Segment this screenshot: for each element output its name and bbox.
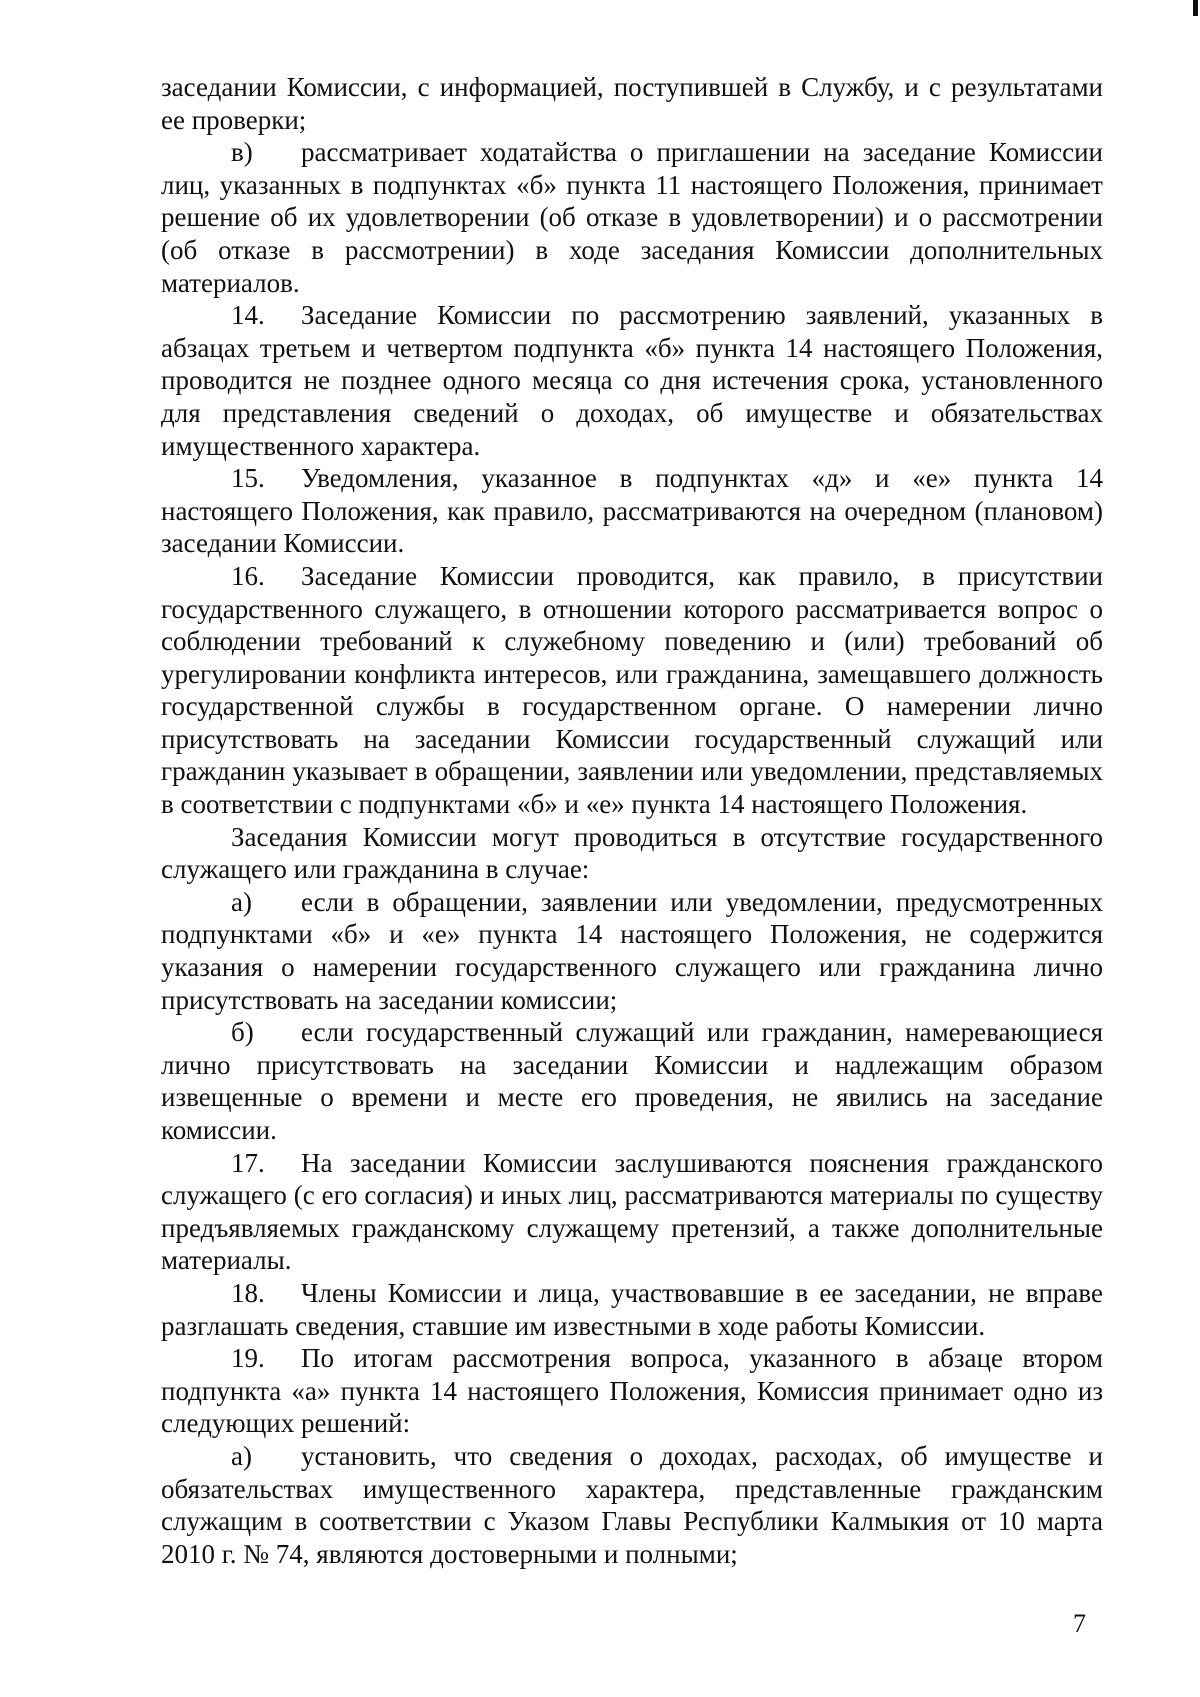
paragraph-item-17 <box>161 1147 1103 1277</box>
item-number: 18. <box>231 1277 265 1308</box>
paragraph-subitem-a-final <box>161 1440 1103 1570</box>
paragraph-continuation <box>161 71 1103 136</box>
paragraph-text: Заседание Комиссии проводится, как правило, в присутствии государственного служащего, в отношении которого рассматривается вопрос о соблюдении требований к служебному поведению и (или) требований об урегулировании конфликта интересов, или гражданина, замещавшего должность государственной службы в государственном органе. О намерении лично присутствовать на заседании Комиссии государственный служащий или гражданин указывает в обращении, заявлении или уведомлении, представляемых в соответствии с подпунктами «б» и «е» пункта 14 настоящего Положения. <box>161 560 1103 820</box>
item-number: б) <box>231 1017 254 1048</box>
paragraph-item-15 <box>161 462 1103 560</box>
paragraph-text: если государственный служащий или гражданин, намеревающиеся лично присутствовать на заседании Комиссии и надлежащим образом извещенные о времени и месте его проведения, не явились на заседание комиссии. <box>161 1017 1103 1145</box>
paragraph-text: Заседание Комиссии по рассмотрению заявлений, указанных в абзацах третьем и четвертом подпункта «б» пункта 14 настоящего Положения, проводится не позднее одного месяца со дня истечения срока, установленного для представления сведений о доходах, об имуществе и обязательствах имущественного характера. <box>161 300 1103 461</box>
scan-corner-mark <box>1193 0 1198 16</box>
item-number: 15. <box>231 463 265 494</box>
paragraph-text: Заседания Комиссии могут проводиться в отсутствие государственного служащего или гражданина в случае: <box>161 821 1103 885</box>
item-number: в) <box>231 137 253 168</box>
paragraph-text: если в обращении, заявлении или уведомлении, предусмотренных подпунктами «б» и «е» пункта 14 настоящего Положения, не содержится указания о намерении государственного служащего или гражданина лично присутствовать на заседании комиссии; <box>161 886 1103 1015</box>
item-number: а) <box>231 1440 252 1471</box>
item-number: 16. <box>231 560 265 591</box>
paragraph-item-19 <box>161 1342 1103 1440</box>
paragraph-subitem-v <box>161 136 1103 299</box>
paragraph-subitem-a <box>161 886 1103 1016</box>
paragraph-item-14 <box>161 299 1103 462</box>
paragraph-subitem-b <box>161 1016 1103 1146</box>
paragraph-text: По итогам рассмотрения вопроса, указанного в абзаце втором подпункта «а» пункта 14 настоящего Положения, Комиссия принимает одно из следующих решений: <box>161 1343 1103 1439</box>
paragraph-text: Уведомления, указанное в подпунктах «д» и «е» пункта 14 настоящего Положения, как правило, рассматриваются на очередном (плановом) заседании Комиссии. <box>161 463 1103 559</box>
paragraph-item-18 <box>161 1277 1103 1342</box>
item-number: 14. <box>231 300 265 331</box>
paragraph-text: рассматривает ходатайства о приглашении на заседание Комиссии лиц, указанных в подпунктах «б» пункта 11 настоящего Положения, принимает решение об их удовлетворении (об отказе в удовлетворении) и о рассмотрении (об отказе в рассмотрении) в ходе заседания Комиссии дополнительных материалов. <box>161 137 1103 298</box>
paragraph-text: заседании Комиссии, с информацией, поступившей в Службу, и с результатами ее проверки; <box>161 72 1103 135</box>
paragraph-item-16 <box>161 560 1103 821</box>
paragraph-text: На заседании Комиссии заслушиваются пояснения гражданского служащего (с его согласия) и иных лиц, рассматриваются материалы по существу предъявляемых гражданскому служащему претензий, а также дополнительные материалы. <box>161 1147 1103 1276</box>
paragraph-absence-cases <box>161 821 1103 886</box>
item-number: 17. <box>231 1147 265 1178</box>
paragraph-text: Члены Комиссии и лица, участвовавшие в ее заседании, не вправе разглашать сведения, ставшие им известными в ходе работы Комиссии. <box>161 1277 1103 1341</box>
document-body <box>161 71 1103 1570</box>
item-number: а) <box>231 886 252 917</box>
paragraph-text: установить, что сведения о доходах, расходах, об имуществе и обязательствах имущественного характера, представленные гражданским служащим в соответствии с Указом Главы Республики Калмыкия от 10 марта 2010 г. № 74, являются достоверными и полными; <box>161 1440 1103 1569</box>
item-number: 19. <box>231 1343 265 1374</box>
page-number: 7 <box>1073 1609 1086 1638</box>
